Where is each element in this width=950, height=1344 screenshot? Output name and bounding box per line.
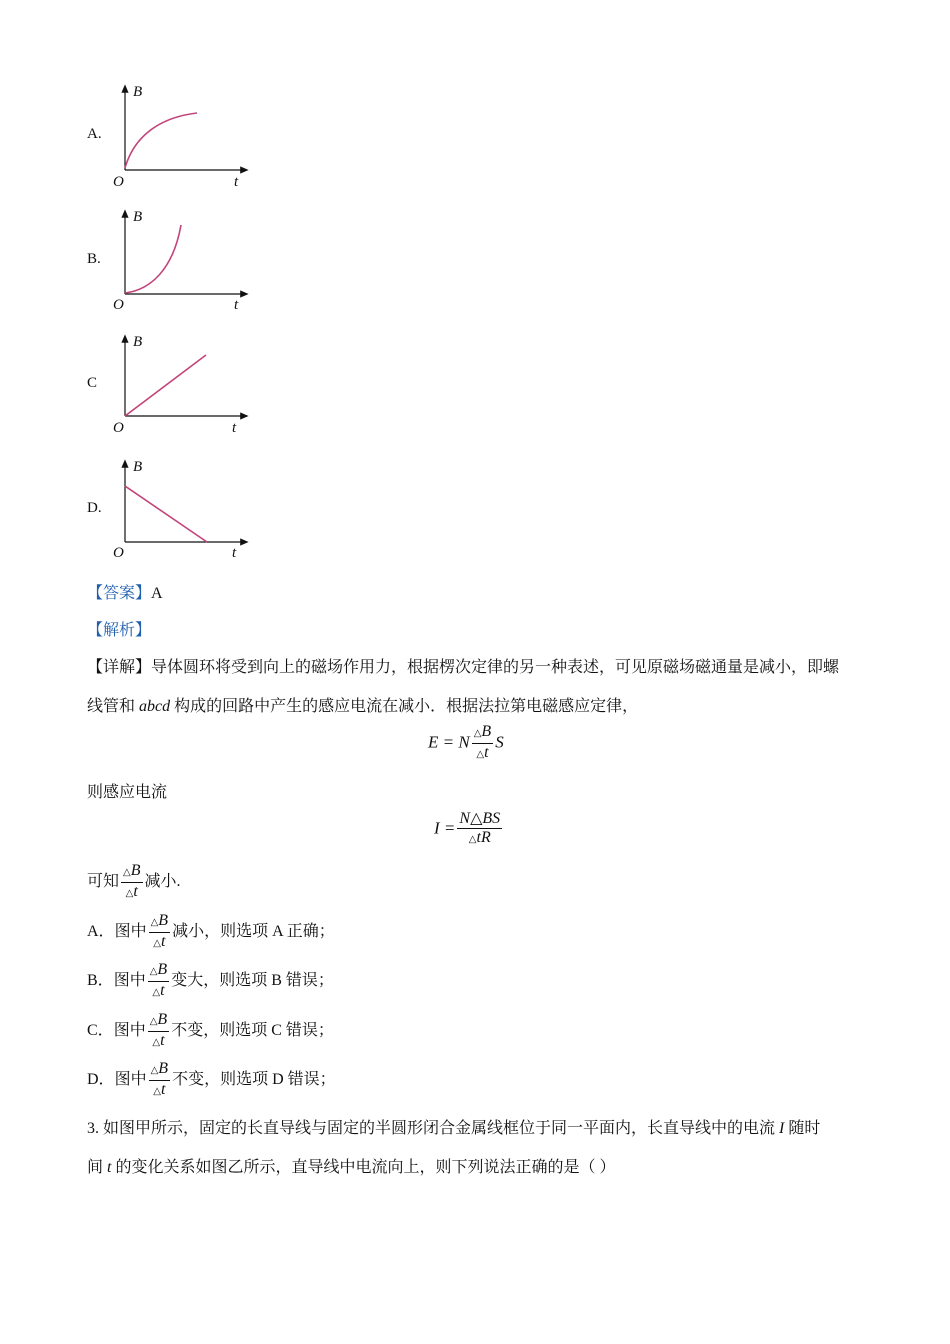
eq1-fraction: $\frac{\triangle B}{\triangle t}$ (473, 723, 492, 761)
origin-label: O (113, 545, 124, 561)
axis-x-label: t (234, 297, 239, 313)
detail-tag: 【详解】 (87, 659, 152, 676)
axis-x-label: t (232, 420, 237, 436)
eq2-fraction: $\frac{N\triangle BS}{\triangle tR}$ (459, 810, 501, 846)
axis-y-label: B (133, 334, 143, 350)
answer-tag: 【答案】 (87, 585, 152, 602)
axis-y-label: B (133, 459, 143, 475)
axis-x-label: t (234, 174, 239, 190)
curve-a (125, 113, 197, 168)
item-b: B．图中 $\frac{\triangle B}{\triangle t}$ 变大，则选项 B 错误； (87, 961, 334, 999)
item-a: A．图中 $\frac{\triangle B}{\triangle t}$ 减小，则选项 A 正确； (87, 912, 335, 950)
graph-b (105, 205, 255, 317)
origin-label: O (113, 297, 124, 313)
eq2-lhs: I = (434, 818, 456, 838)
axis-x-label: t (232, 545, 237, 561)
option-label: D. (87, 500, 102, 516)
abcd-symbol: abcd (139, 698, 171, 715)
equation-current (434, 810, 504, 849)
axis-y-label: B (133, 84, 143, 100)
conclusion-pre: 可知 (87, 873, 120, 891)
graph-a (105, 80, 255, 192)
conclusion-fraction: $\frac{\triangle B}{\triangle t}$ (123, 862, 141, 900)
curve-d (125, 486, 207, 542)
detail-text-2a: 线管和 (87, 698, 140, 715)
item-c: C．图中 $\frac{\triangle B}{\triangle t}$ 不变，则选项 C 错误； (87, 1011, 334, 1049)
option-label: C (87, 375, 98, 391)
question-3-line-2: 间 t 的变化关系如图乙所示，直导线中电流向上，则下列说法正确的是（ ） (87, 1159, 616, 1176)
option-label: B. (87, 251, 101, 267)
detail-text-2b: 构成的回路中产生的感应电流在减小．根据法拉第电磁感应定律， (170, 698, 639, 715)
detail-line-1 (87, 654, 839, 677)
graph-d (105, 455, 255, 567)
analysis-tag: 【解析】 (87, 622, 152, 639)
current-text: 则感应电流 (87, 784, 168, 801)
curve-b (125, 225, 181, 293)
eq1-rhs: S (495, 732, 504, 752)
question-3-line-1: 3. 如图甲所示，固定的长直导线与固定的半圆形闭合金属线框位于同一平面内，长直导线中的电流 I 随时 (87, 1120, 821, 1137)
conclusion-post: 减小. (144, 873, 181, 891)
axis-y-label: B (133, 209, 143, 225)
detail-line-2 (87, 693, 638, 716)
analysis-line (87, 617, 151, 640)
origin-label: O (113, 174, 124, 190)
curve-c (125, 355, 206, 416)
answer-line (87, 580, 163, 603)
eq1-lhs: E = N (428, 732, 470, 752)
origin-label: O (113, 420, 124, 436)
answer-value: A (151, 585, 163, 602)
option-label: A. (87, 126, 102, 142)
graph-c (105, 330, 255, 442)
equation-emf (428, 723, 504, 764)
item-d: D．图中 $\frac{\triangle B}{\triangle t}$ 不变，则选项 D 错误； (87, 1060, 336, 1098)
conclusion-line (87, 862, 181, 903)
detail-text-1: 导体圆环将受到向上的磁场作用力，根据楞次定律的另一种表述，可见原磁场磁通量是减小，即螺 (151, 659, 840, 676)
